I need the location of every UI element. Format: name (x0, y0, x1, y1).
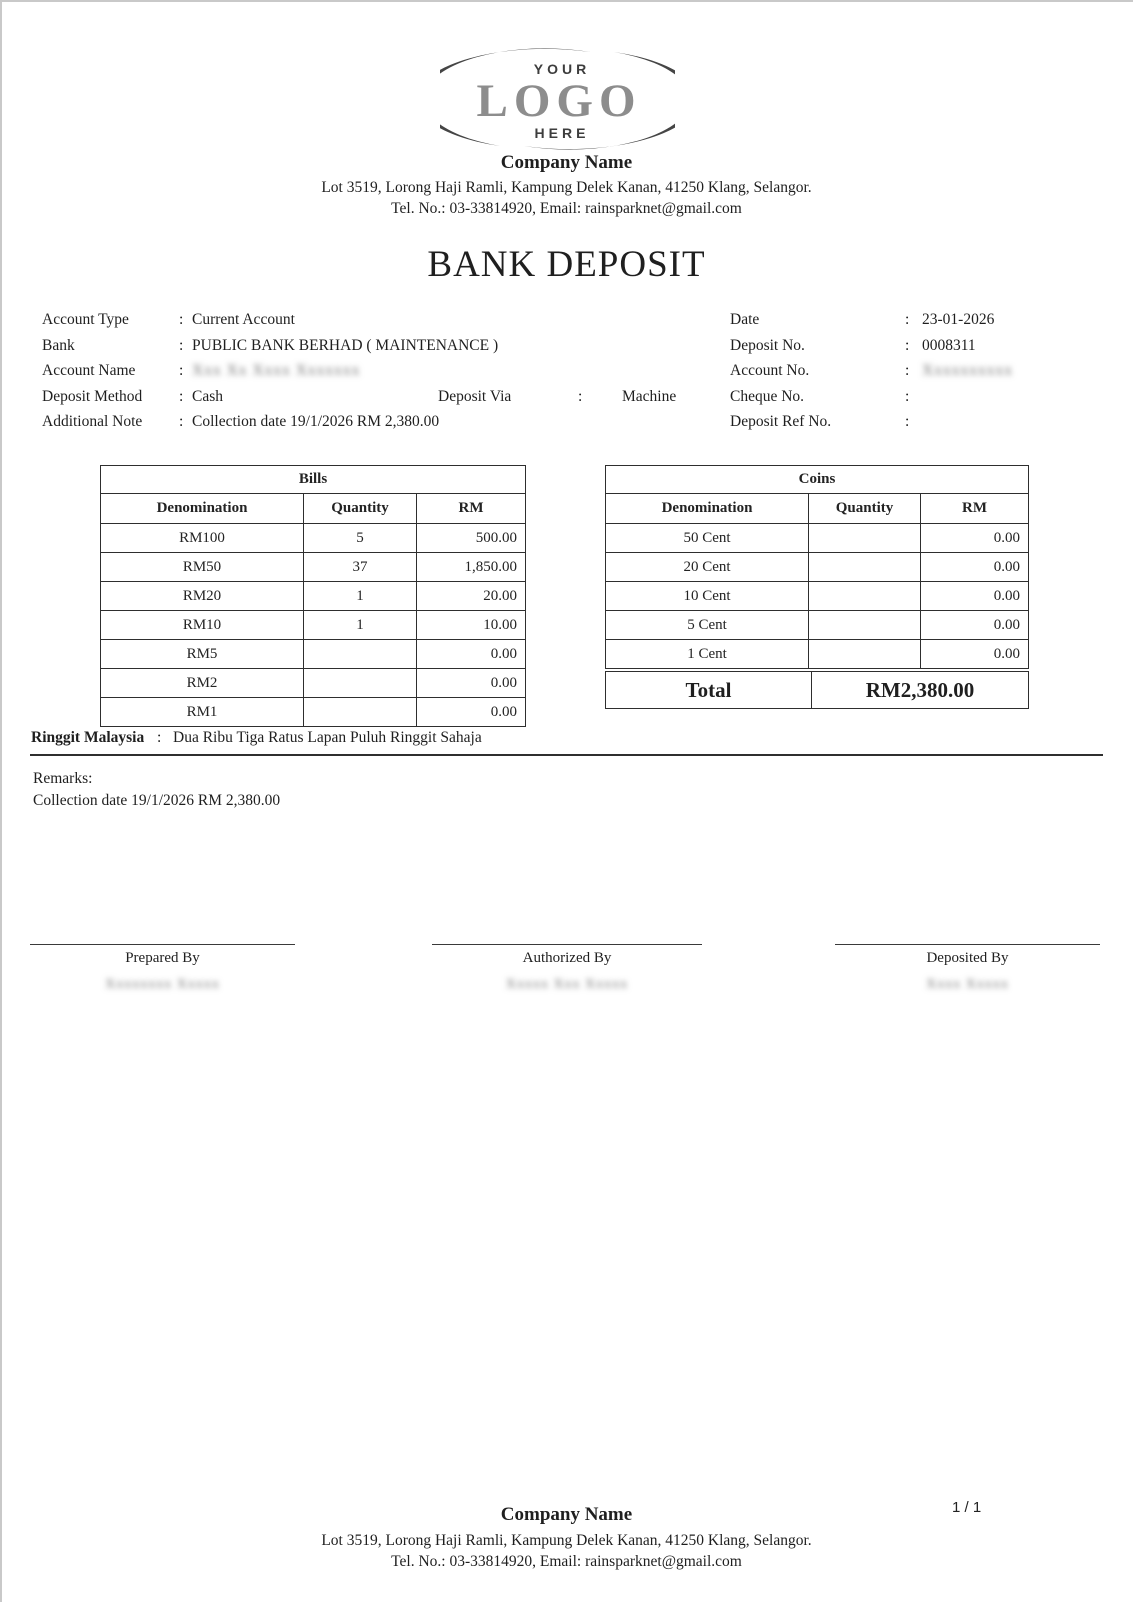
deposited-by-name-redacted: Xxxx Xxxxx (926, 977, 1009, 992)
bills-quantity-cell (304, 640, 417, 669)
coins-rm-cell: 0.00 (921, 553, 1029, 582)
colon: : (905, 337, 910, 354)
table-row (101, 669, 526, 698)
deposit-via-value: Machine (622, 388, 677, 405)
deposit-via-label: Deposit Via (438, 388, 512, 405)
account-name-label: Account Name (42, 362, 136, 379)
coins-quantity-header: Quantity (809, 494, 921, 524)
bills-rm-cell: 10.00 (417, 611, 526, 640)
bills-denomination-cell: RM50 (101, 553, 304, 582)
additional-note-label: Additional Note (42, 413, 143, 430)
coins-table-title: Coins (606, 466, 1029, 494)
cheque-no-label: Cheque No. (730, 388, 805, 405)
bills-rm-cell: 500.00 (417, 524, 526, 553)
remarks-text: Collection date 19/1/2026 RM 2,380.00 (33, 792, 281, 809)
bills-quantity-cell: 1 (304, 611, 417, 640)
bills-rm-cell: 1,850.00 (417, 553, 526, 582)
table-row (606, 611, 1029, 640)
coins-denomination-cell: 10 Cent (606, 582, 809, 611)
table-row (606, 553, 1029, 582)
colon: : (179, 337, 184, 354)
total-value: RM2,380.00 (865, 677, 975, 702)
divider (30, 754, 1103, 756)
table-row (606, 582, 1029, 611)
bills-quantity-cell: 37 (304, 553, 417, 582)
bills-rm-cell: 0.00 (417, 698, 526, 727)
date-label: Date (730, 311, 760, 328)
amount-in-words-label: Ringgit Malaysia (31, 729, 145, 746)
bills-denomination-cell: RM1 (101, 698, 304, 727)
coins-denomination-cell: 5 Cent (606, 611, 809, 640)
bills-table-title: Bills (101, 466, 526, 494)
bills-denomination-cell: RM10 (101, 611, 304, 640)
logo-text-logo: LOGO (476, 75, 642, 127)
account-type-value: Current Account (192, 311, 295, 328)
coins-rm-cell: 0.00 (921, 640, 1029, 669)
table-row (101, 582, 526, 611)
colon: : (179, 388, 184, 405)
bills-quantity-cell (304, 669, 417, 698)
total-bar (605, 671, 1029, 709)
bills-quantity-cell: 5 (304, 524, 417, 553)
deposited-by-label: Deposited By (926, 950, 1009, 966)
signature-line (30, 944, 295, 945)
authorized-by-label: Authorized By (522, 950, 612, 966)
bills-quantity-cell: 1 (304, 582, 417, 611)
colon: : (578, 388, 583, 405)
coins-denomination-cell: 20 Cent (606, 553, 809, 582)
footer-company-contact: Tel. No.: 03-33814920, Email: rainsparknet@gmail.com (391, 1553, 742, 1570)
deposit-no-label: Deposit No. (730, 337, 805, 354)
coins-table (605, 465, 1029, 669)
bills-denomination-header: Denomination (101, 494, 304, 524)
total-label: Total (606, 672, 812, 708)
header-company-name: Company Name (500, 152, 633, 173)
amount-in-words-value: Dua Ribu Tiga Ratus Lapan Puluh Ringgit Sahaja (173, 729, 482, 746)
coins-quantity-cell (809, 582, 921, 611)
colon: : (179, 413, 184, 430)
coins-quantity-cell (809, 611, 921, 640)
bills-denomination-cell: RM5 (101, 640, 304, 669)
signature-line (432, 944, 702, 945)
remarks-label: Remarks: (33, 770, 93, 787)
footer-company-address: Lot 3519, Lorong Haji Ramli, Kampung Delek Kanan, 41250 Klang, Selangor. (321, 1532, 812, 1549)
table-row (101, 698, 526, 727)
bills-rm-cell: 0.00 (417, 640, 526, 669)
signature-line (835, 944, 1100, 945)
deposit-no-value: 0008311 (922, 337, 976, 354)
deposit-ref-no-label: Deposit Ref No. (730, 413, 832, 430)
account-no-value-redacted: Xxxxxxxxxx (922, 362, 1013, 379)
bills-denomination-cell: RM100 (101, 524, 304, 553)
table-row (606, 524, 1029, 553)
colon: : (905, 388, 910, 405)
coins-denomination-header: Denomination (606, 494, 809, 524)
coins-rm-header: RM (921, 494, 1029, 524)
account-type-label: Account Type (42, 311, 129, 328)
colon: : (157, 729, 162, 746)
coins-rm-cell: 0.00 (921, 524, 1029, 553)
footer-company-name: Company Name (500, 1504, 633, 1525)
colon: : (905, 362, 910, 379)
page-number: 1 / 1 (952, 1499, 982, 1516)
bills-quantity-cell (304, 698, 417, 727)
header-company-contact: Tel. No.: 03-33814920, Email: rainsparknet@gmail.com (391, 200, 742, 217)
table-row (101, 640, 526, 669)
table-row (101, 553, 526, 582)
coins-quantity-cell (809, 524, 921, 553)
colon: : (179, 362, 184, 379)
bills-rm-cell: 0.00 (417, 669, 526, 698)
prepared-by-label: Prepared By (125, 950, 200, 966)
account-no-label: Account No. (730, 362, 810, 379)
coins-rm-cell: 0.00 (921, 582, 1029, 611)
colon: : (179, 311, 184, 328)
prepared-by-name-redacted: Xxxxxxxx Xxxxx (105, 977, 220, 992)
bills-denomination-cell: RM20 (101, 582, 304, 611)
bank-label: Bank (42, 337, 75, 354)
colon: : (905, 413, 910, 430)
bills-denomination-cell: RM2 (101, 669, 304, 698)
coins-quantity-cell (809, 640, 921, 669)
document-title: BANK DEPOSIT (427, 244, 706, 285)
page-top-edge (0, 0, 1133, 2)
logo-text-your: YOUR (533, 61, 591, 77)
colon: : (905, 311, 910, 328)
page-left-edge (0, 0, 2, 1602)
table-row (101, 524, 526, 553)
header-company-address: Lot 3519, Lorong Haji Ramli, Kampung Delek Kanan, 41250 Klang, Selangor. (321, 179, 812, 196)
account-name-value-redacted: Xxx Xx Xxxx Xxxxxxx (192, 362, 361, 379)
authorized-by-name-redacted: Xxxxx Xxx Xxxxx (505, 977, 629, 992)
bills-rm-cell: 20.00 (417, 582, 526, 611)
coins-quantity-cell (809, 553, 921, 582)
additional-note-value: Collection date 19/1/2026 RM 2,380.00 (192, 413, 440, 430)
bills-rm-header: RM (417, 494, 526, 524)
coins-rm-cell: 0.00 (921, 611, 1029, 640)
deposit-method-value: Cash (192, 388, 223, 405)
bills-table (100, 465, 526, 727)
table-row (101, 611, 526, 640)
table-row (606, 640, 1029, 669)
coins-denomination-cell: 50 Cent (606, 524, 809, 553)
deposit-method-label: Deposit Method (42, 388, 143, 405)
date-value: 23-01-2026 (922, 311, 995, 328)
bank-value: PUBLIC BANK BERHAD ( MAINTENANCE ) (192, 337, 499, 354)
company-logo-icon (440, 48, 675, 152)
bills-quantity-header: Quantity (304, 494, 417, 524)
coins-denomination-cell: 1 Cent (606, 640, 809, 669)
logo-text-here: HERE (534, 125, 590, 141)
